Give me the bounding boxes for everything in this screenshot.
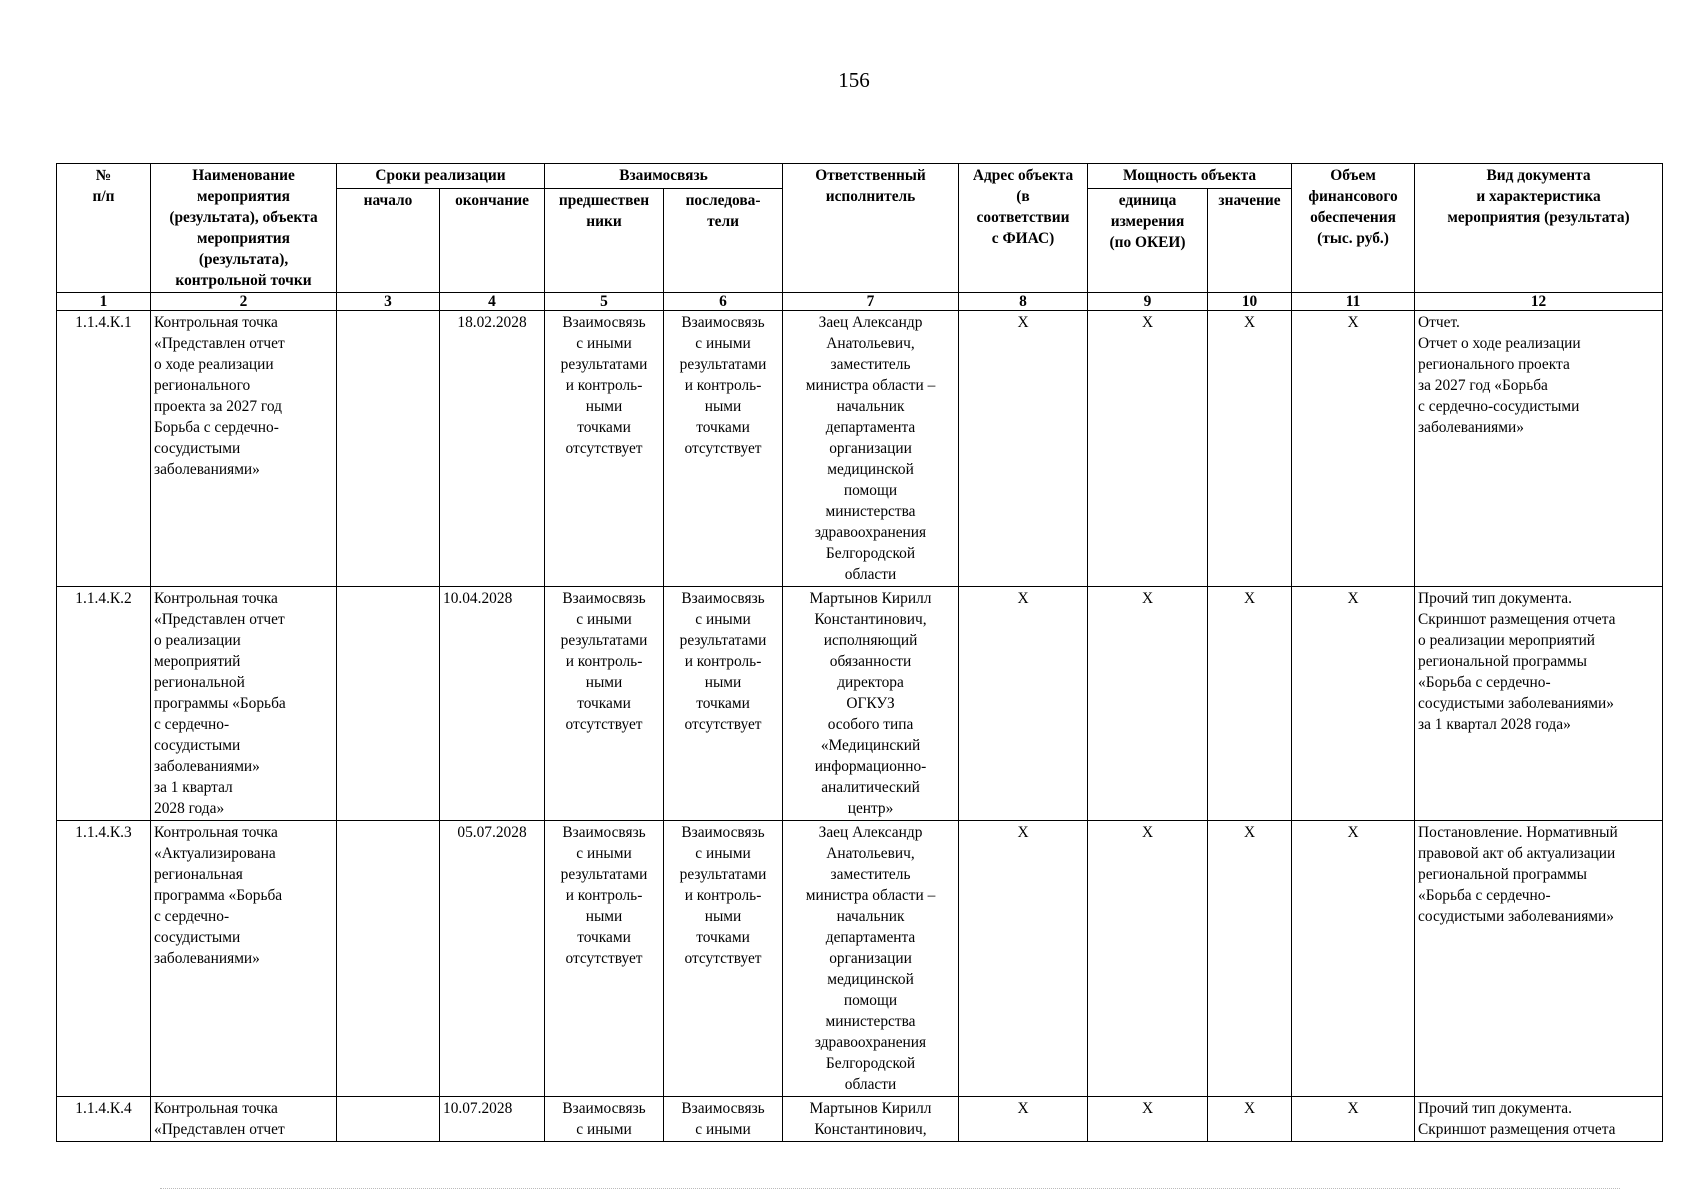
header-predecessors: предшествен ники bbox=[545, 189, 664, 293]
row-funding: X bbox=[1292, 1097, 1415, 1142]
table-row bbox=[57, 311, 1663, 587]
row-document: Отчет. Отчет о ходе реализации регионального проекта за 2027 год «Борьба с сердечно-сосудистыми заболеваниями» bbox=[1415, 311, 1663, 587]
header-value: значение bbox=[1208, 189, 1292, 293]
header-relation: Взаимосвязь bbox=[545, 164, 783, 189]
header-successors: последова- тели bbox=[664, 189, 783, 293]
row-unit: X bbox=[1088, 821, 1208, 1097]
table-row bbox=[57, 821, 1663, 1097]
column-number: 11 bbox=[1292, 293, 1415, 311]
row-name: Контрольная точка «Представлен отчет о реализации мероприятий региональной программы «Борьба с сердечно- сосудистыми заболеваниями» за 1 квартал 2028 года» bbox=[151, 587, 337, 821]
row-value: X bbox=[1208, 311, 1292, 587]
header-address: Адрес объекта (в соответствии с ФИАС) bbox=[959, 164, 1088, 293]
page-number: 156 bbox=[838, 68, 870, 92]
row-predecessors: Взаимосвязь с иными результатами и контроль- ными точками отсутствует bbox=[545, 587, 664, 821]
row-name: Контрольная точка «Представлен отчет bbox=[151, 1097, 337, 1142]
column-number: 1 bbox=[57, 293, 151, 311]
row-successors: Взаимосвязь с иными результатами и контроль- ными точками отсутствует bbox=[664, 311, 783, 587]
header-unit: единица измерения (по ОКЕИ) bbox=[1088, 189, 1208, 293]
header-row-1 bbox=[57, 164, 1663, 189]
row-predecessors: Взаимосвязь с иными результатами и контроль- ными точками отсутствует bbox=[545, 311, 664, 587]
row-unit: X bbox=[1088, 1097, 1208, 1142]
row-funding: X bbox=[1292, 311, 1415, 587]
control-points-table bbox=[56, 163, 1663, 1142]
row-start bbox=[337, 311, 440, 587]
column-number: 8 bbox=[959, 293, 1088, 311]
row-end: 05.07.2028 bbox=[440, 821, 545, 1097]
row-start bbox=[337, 821, 440, 1097]
row-value: X bbox=[1208, 821, 1292, 1097]
row-funding: X bbox=[1292, 587, 1415, 821]
header-terms: Сроки реализации bbox=[337, 164, 545, 189]
column-number: 12 bbox=[1415, 293, 1663, 311]
header-funding: Объем финансового обеспечения (тыс. руб.) bbox=[1292, 164, 1415, 293]
row-value: X bbox=[1208, 587, 1292, 821]
column-number: 9 bbox=[1088, 293, 1208, 311]
header-end: окончание bbox=[440, 189, 545, 293]
row-unit: X bbox=[1088, 311, 1208, 587]
row-executor: Заец Александр Анатольевич, заместитель министра области – начальник департамента организации медицинской помощи министерства здравоохранения Белгородской области bbox=[783, 821, 959, 1097]
row-end: 18.02.2028 bbox=[440, 311, 545, 587]
header-start: начало bbox=[337, 189, 440, 293]
header-no: № п/п bbox=[57, 164, 151, 293]
row-number: 1.1.4.К.2 bbox=[57, 587, 151, 821]
row-document: Прочий тип документа. Скриншот размещения отчета bbox=[1415, 1097, 1663, 1142]
header-executor: Ответственный исполнитель bbox=[783, 164, 959, 293]
header-doc: Вид документа и характеристика мероприятия (результата) bbox=[1415, 164, 1663, 293]
row-number: 1.1.4.К.4 bbox=[57, 1097, 151, 1142]
row-address: X bbox=[959, 311, 1088, 587]
column-number: 4 bbox=[440, 293, 545, 311]
row-document: Прочий тип документа. Скриншот размещения отчета о реализации мероприятий региональной программы «Борьба с сердечно- сосудистыми заболеваниями» за 1 квартал 2028 года» bbox=[1415, 587, 1663, 821]
row-funding: X bbox=[1292, 821, 1415, 1097]
row-predecessors: Взаимосвязь с иными результатами и контроль- ными точками отсутствует bbox=[545, 821, 664, 1097]
column-number: 6 bbox=[664, 293, 783, 311]
row-executor: Мартынов Кирилл Константинович, исполняющий обязанности директора ОГКУЗ особого типа «Медицинский информационно- аналитический центр» bbox=[783, 587, 959, 821]
column-number: 5 bbox=[545, 293, 664, 311]
footer-rule bbox=[160, 1188, 1620, 1189]
column-number-row bbox=[57, 293, 1663, 311]
row-address: X bbox=[959, 587, 1088, 821]
row-start bbox=[337, 1097, 440, 1142]
row-successors: Взаимосвязь с иными bbox=[664, 1097, 783, 1142]
row-address: X bbox=[959, 1097, 1088, 1142]
row-value: X bbox=[1208, 1097, 1292, 1142]
row-executor: Мартынов Кирилл Константинович, bbox=[783, 1097, 959, 1142]
row-executor: Заец Александр Анатольевич, заместитель министра области – начальник департамента организации медицинской помощи министерства здравоохранения Белгородской области bbox=[783, 311, 959, 587]
row-successors: Взаимосвязь с иными результатами и контроль- ными точками отсутствует bbox=[664, 587, 783, 821]
row-name: Контрольная точка «Представлен отчет о ходе реализации регионального проекта за 2027 год Борьба с сердечно- сосудистыми заболеваниями» bbox=[151, 311, 337, 587]
row-number: 1.1.4.К.3 bbox=[57, 821, 151, 1097]
row-document: Постановление. Нормативный правовой акт об актуализации региональной программы «Борьба с сердечно- сосудистыми заболеваниями» bbox=[1415, 821, 1663, 1097]
row-end: 10.07.2028 bbox=[440, 1097, 545, 1142]
row-predecessors: Взаимосвязь с иными bbox=[545, 1097, 664, 1142]
row-start bbox=[337, 587, 440, 821]
row-end: 10.04.2028 bbox=[440, 587, 545, 821]
column-number: 7 bbox=[783, 293, 959, 311]
header-name: Наименование мероприятия (результата), объекта мероприятия (результата), контрольной точки bbox=[151, 164, 337, 293]
column-number: 2 bbox=[151, 293, 337, 311]
row-name: Контрольная точка «Актуализирована региональная программа «Борьба с сердечно- сосудистыми заболеваниями» bbox=[151, 821, 337, 1097]
row-number: 1.1.4.К.1 bbox=[57, 311, 151, 587]
table-row bbox=[57, 1097, 1663, 1142]
column-number: 3 bbox=[337, 293, 440, 311]
row-unit: X bbox=[1088, 587, 1208, 821]
row-address: X bbox=[959, 821, 1088, 1097]
column-number: 10 bbox=[1208, 293, 1292, 311]
row-successors: Взаимосвязь с иными результатами и контроль- ными точками отсутствует bbox=[664, 821, 783, 1097]
header-capacity: Мощность объекта bbox=[1088, 164, 1292, 189]
table-row bbox=[57, 587, 1663, 821]
